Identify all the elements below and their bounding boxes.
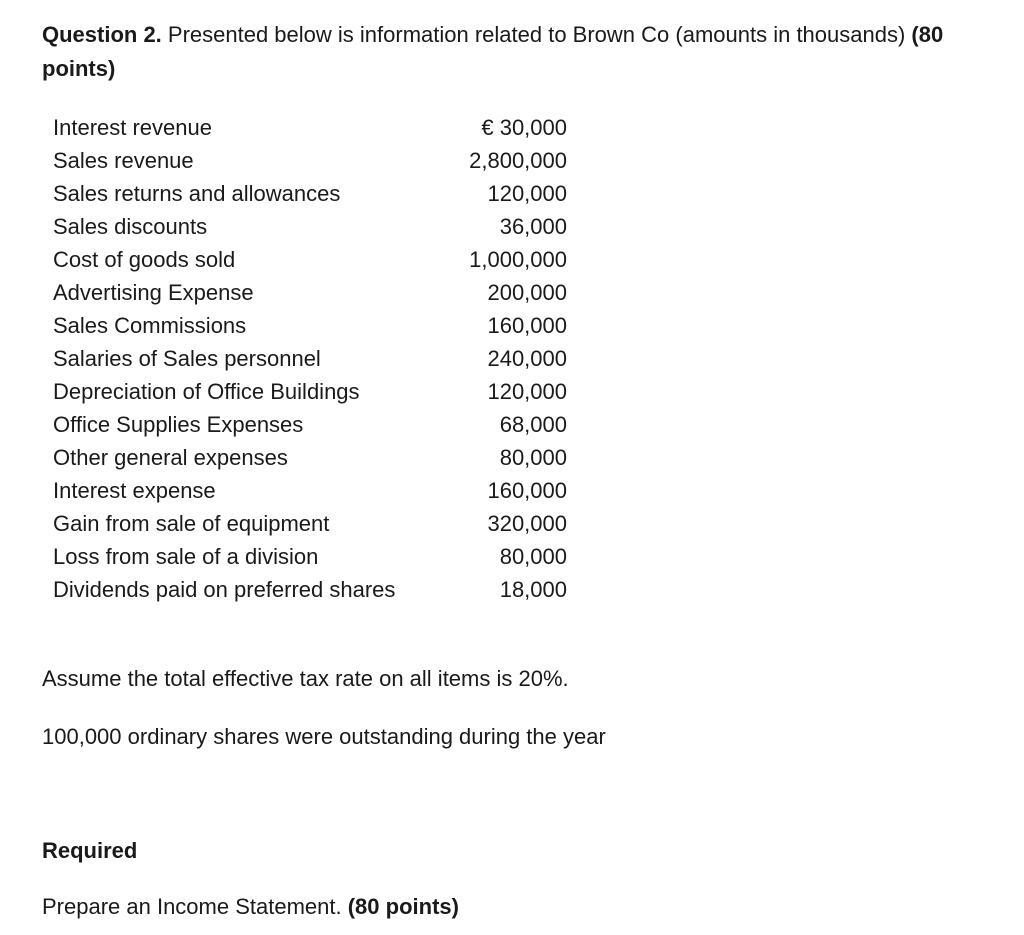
item-row	[53, 144, 573, 177]
item-label: Depreciation of Office Buildings	[53, 379, 360, 404]
required-heading: Required	[42, 838, 138, 863]
item-label: Sales returns and allowances	[53, 181, 341, 206]
item-label: Interest revenue	[53, 115, 212, 140]
item-label: Gain from sale of equipment	[53, 511, 330, 536]
item-label: Salaries of Sales personnel	[53, 346, 321, 371]
item-amount: 18,000	[499, 577, 567, 602]
item-row	[53, 342, 573, 375]
item-amount: 320,000	[487, 511, 567, 536]
item-label: Sales discounts	[53, 214, 208, 239]
item-row	[53, 243, 573, 276]
item-row	[53, 309, 573, 342]
item-amount: 1,000,000	[469, 247, 567, 272]
item-row	[53, 441, 573, 474]
item-label: Cost of goods sold	[53, 247, 236, 272]
tax-rate-note: Assume the total effective tax rate on all items is 20%.	[42, 666, 569, 691]
item-row	[53, 375, 573, 408]
question-text: Presented below is information related to Brown Co (amounts in thousands)	[161, 22, 912, 47]
item-label: Sales revenue	[53, 148, 194, 173]
item-label: Sales Commissions	[53, 313, 247, 338]
question-points: (80 points)	[42, 22, 944, 81]
item-row	[53, 276, 573, 309]
item-row	[53, 210, 573, 243]
item-row	[53, 507, 573, 540]
item-row	[53, 540, 573, 573]
question-number: Question 2.	[42, 22, 162, 47]
item-label: Interest expense	[53, 478, 216, 503]
item-row	[53, 573, 573, 606]
item-row	[53, 177, 573, 210]
item-amount: 240,000	[487, 346, 567, 371]
question-heading	[42, 18, 1002, 86]
item-label: Loss from sale of a division	[53, 544, 319, 569]
item-amount: 80,000	[499, 445, 567, 470]
item-label: Other general expenses	[53, 445, 288, 470]
item-amount: 160,000	[487, 313, 567, 338]
financial-items-table	[53, 111, 573, 606]
item-amount: 120,000	[487, 181, 567, 206]
instruction-points: (80 points)	[347, 894, 459, 919]
item-amount: 200,000	[487, 280, 567, 305]
required-instruction	[42, 892, 459, 922]
item-label: Office Supplies Expenses	[53, 412, 304, 437]
item-label: Advertising Expense	[53, 280, 254, 305]
item-row	[53, 474, 573, 507]
item-amount: 120,000	[487, 379, 567, 404]
item-amount: 160,000	[487, 478, 567, 503]
item-amount: 36,000	[499, 214, 567, 239]
shares-outstanding-note: 100,000 ordinary shares were outstanding during the year	[42, 724, 606, 749]
item-amount: 2,800,000	[469, 148, 567, 173]
item-amount: € 30,000	[481, 115, 567, 140]
item-row	[53, 408, 573, 441]
item-row	[53, 111, 573, 144]
financial-items-body	[53, 111, 573, 606]
item-amount: 68,000	[499, 412, 567, 437]
instruction-text: Prepare an Income Statement.	[42, 894, 348, 919]
item-amount: 80,000	[499, 544, 567, 569]
item-label: Dividends paid on preferred shares	[53, 577, 396, 602]
